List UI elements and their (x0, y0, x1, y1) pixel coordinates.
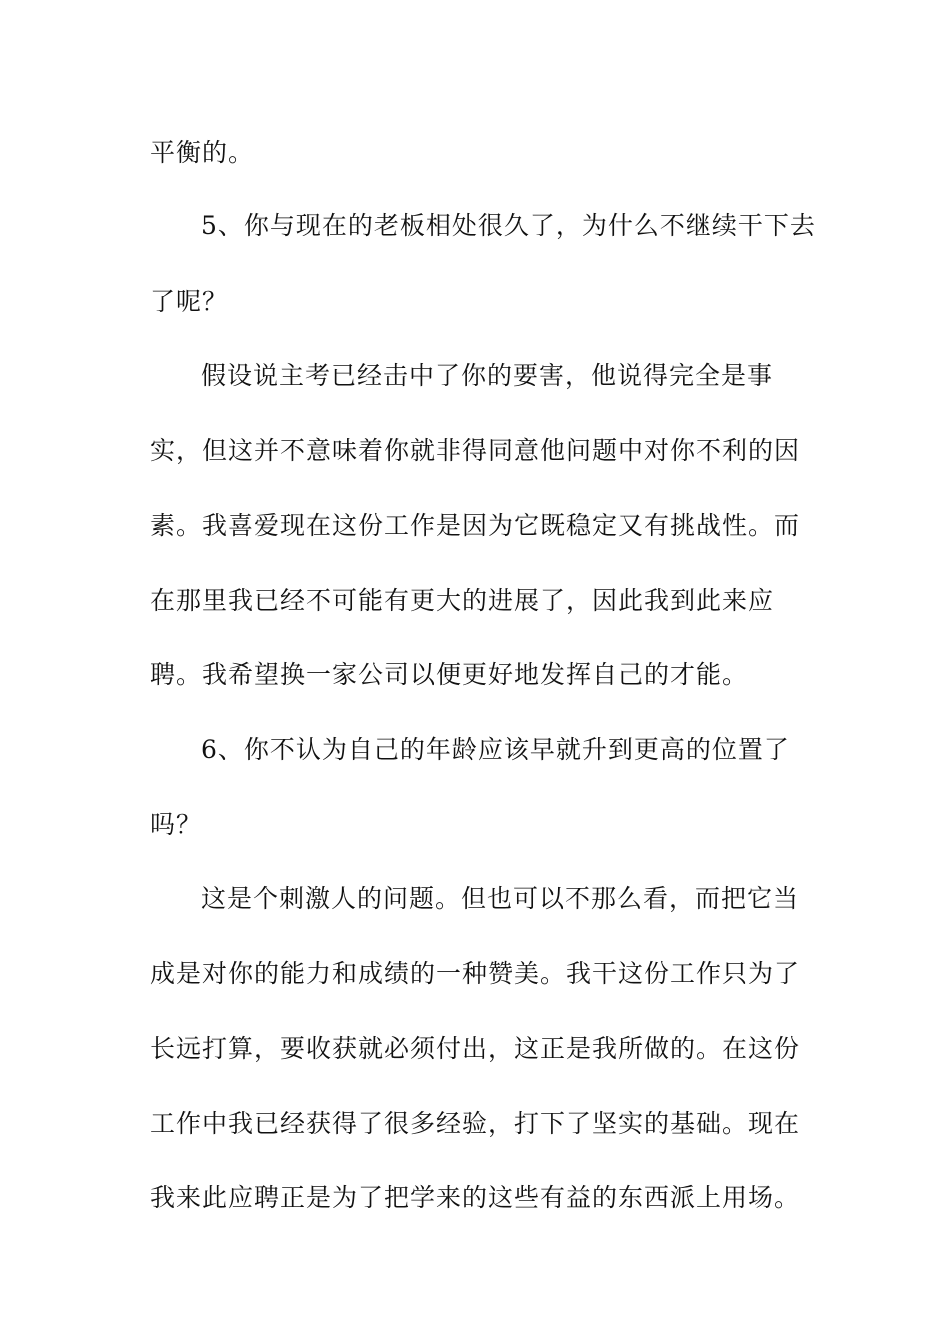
text-line: 实，但这并不意味着你就非得同意他问题中对你不利的因 (150, 436, 801, 465)
question-heading: 6、你不认为自己的年龄应该早就升到更高的位置了 (201, 735, 790, 764)
text-line: 我来此应聘正是为了把学来的这些有益的东西派上用场。 (150, 1183, 801, 1212)
text-line: 了呢？ (150, 287, 229, 316)
text-line: 工作中我已经获得了很多经验，打下了坚实的基础。现在 (150, 1109, 801, 1138)
text-line: 吗？ (150, 810, 203, 839)
text-line: 在那里我已经不可能有更大的进展了，因此我到此来应 (150, 586, 775, 615)
text-line: 平衡的。 (150, 138, 255, 167)
text-line: 素。我喜爱现在这份工作是因为它既稳定又有挑战性。而 (150, 511, 801, 540)
text-line: 聘。我希望换一家公司以便更好地发挥自己的才能。 (150, 660, 749, 689)
text-line: 长远打算，要收获就必须付出，这正是我所做的。在这份 (150, 1034, 801, 1063)
answer-paragraph-start: 假设说主考已经击中了你的要害，他说得完全是事 (201, 361, 774, 390)
question-heading: 5、你与现在的老板相处很久了，为什么不继续干下去 (201, 211, 816, 240)
answer-paragraph-start: 这是个刺激人的问题。但也可以不那么看，而把它当 (201, 884, 800, 913)
text-line: 成是对你的能力和成绩的一种赞美。我干这份工作只为了 (150, 959, 801, 988)
